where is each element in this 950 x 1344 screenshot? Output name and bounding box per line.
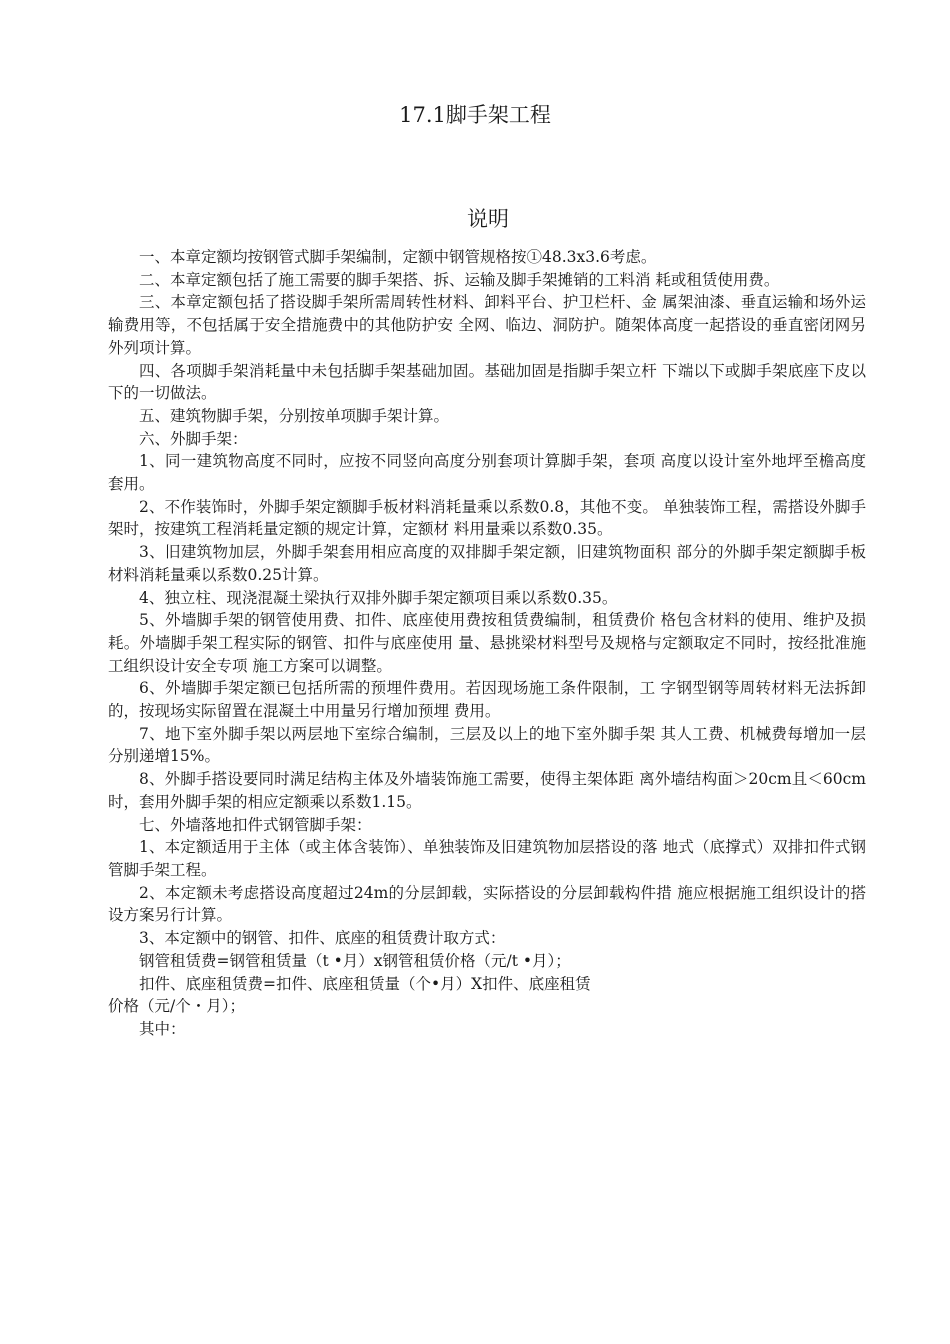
paragraph: 4、独立柱、现浇混凝土梁执行双排外脚手架定额项目乘以系数0.35。 — [139, 588, 618, 607]
section-heading: 说明 — [467, 207, 509, 231]
formula-line: 扣件、底座租赁费=扣件、底座租赁量（个•月）X扣件、底座租赁 — [139, 974, 591, 993]
paragraph: 七、外墙落地扣件式钢管脚手架： — [139, 815, 372, 834]
paragraph: 2、本定额未考虑搭设高度超过24m的分层卸载，实际搭设的分层卸载构件措 施应根据施工组织设计的搭设方案另行计算。 — [108, 883, 866, 925]
paragraph: 3、本定额中的钢管、扣件、底座的租赁费计取方式： — [139, 929, 506, 948]
paragraph: 3、旧建筑物加层，外脚手架套用相应高度的双排脚手架定额，旧建筑物面积 部分的外脚手架定额脚手板材料消耗量乘以系数0.25计算。 — [108, 543, 866, 584]
document-title: 17.1脚手架工程 — [399, 103, 551, 127]
paragraph: 六、外脚手架： — [139, 429, 248, 448]
document-body — [108, 246, 866, 1041]
paragraph: 5、外墙脚手架的钢管使用费、扣件、底座使用费按租赁费编制，租赁费价 格包含材料的使用、维护及损耗。外墙脚手架工程实际的钢管、扣件与底座使用 量、悬挑梁材料型号及规格与定额取定不同时，按经批准施工组织设计安全专项 施工方案可以调整。 — [108, 611, 866, 675]
paragraph: 1、本定额适用于主体（或主体含装饰）、单独装饰及旧建筑物加层搭设的落 地式（底撑式）双排扣件式钢管脚手架工程。 — [108, 838, 866, 879]
paragraph: 五、建筑物脚手架，分别按单项脚手架计算。 — [139, 406, 450, 425]
paragraph: 三、本章定额包括了搭设脚手架所需周转性材料、卸料平台、护卫栏杆、金 属架油漆、垂直运输和场外运输费用等，不包括属于安全措施费中的其他防护安 全网、临边、洞防护。随架体高度一起搭设的垂直密闭网另外列项计算。 — [108, 293, 866, 357]
paragraph: 7、地下室外脚手架以两层地下室综合编制，三层及以上的地下室外脚手架 其人工费、机械费每增加一层分别递增15%。 — [108, 724, 866, 766]
paragraph: 二、本章定额包括了施工需要的脚手架搭、拆、运输及脚手架摊销的工料消 耗或租赁使用费。 — [139, 270, 780, 289]
paragraph: 2、不作装饰时，外脚手架定额脚手板材料消耗量乘以系数0.8，其他不变。 单独装饰工程，需搭设外脚手架时，按建筑工程消耗量定额的规定计算，定额材 料用量乘以系数0.35。 — [108, 497, 866, 539]
formula-line: 钢管租赁费=钢管租赁量（t •月）x钢管租赁价格（元/t •月）； — [139, 951, 571, 970]
formula-line-continued: 价格（元/个・月）； — [108, 997, 245, 1016]
paragraph: 其中： — [139, 1019, 186, 1038]
paragraph: 8、外脚手搭设要同时满足结构主体及外墙装饰施工需要，使得主架体距 离外墙结构面＞20cm且＜60cm时，套用外脚手架的相应定额乘以系数1.15。 — [108, 770, 866, 811]
paragraph: 1、同一建筑物高度不同时，应按不同竖向高度分别套项计算脚手架，套项 高度以设计室外地坪至檐高度套用。 — [108, 452, 866, 494]
paragraph: 一、本章定额均按钢管式脚手架编制，定额中钢管规格按①48.3x3.6考虑。 — [139, 248, 657, 266]
paragraph: 四、各项脚手架消耗量中未包括脚手架基础加固。基础加固是指脚手架立杆 下端以下或脚手架底座下皮以下的一切做法。 — [108, 361, 866, 403]
paragraph: 6、外墙脚手架定额已包括所需的预埋件费用。若因现场施工条件限制，工 字钢型钢等周转材料无法拆卸的，按现场实际留置在混凝土中用量另行增加预埋 费用。 — [108, 679, 866, 721]
